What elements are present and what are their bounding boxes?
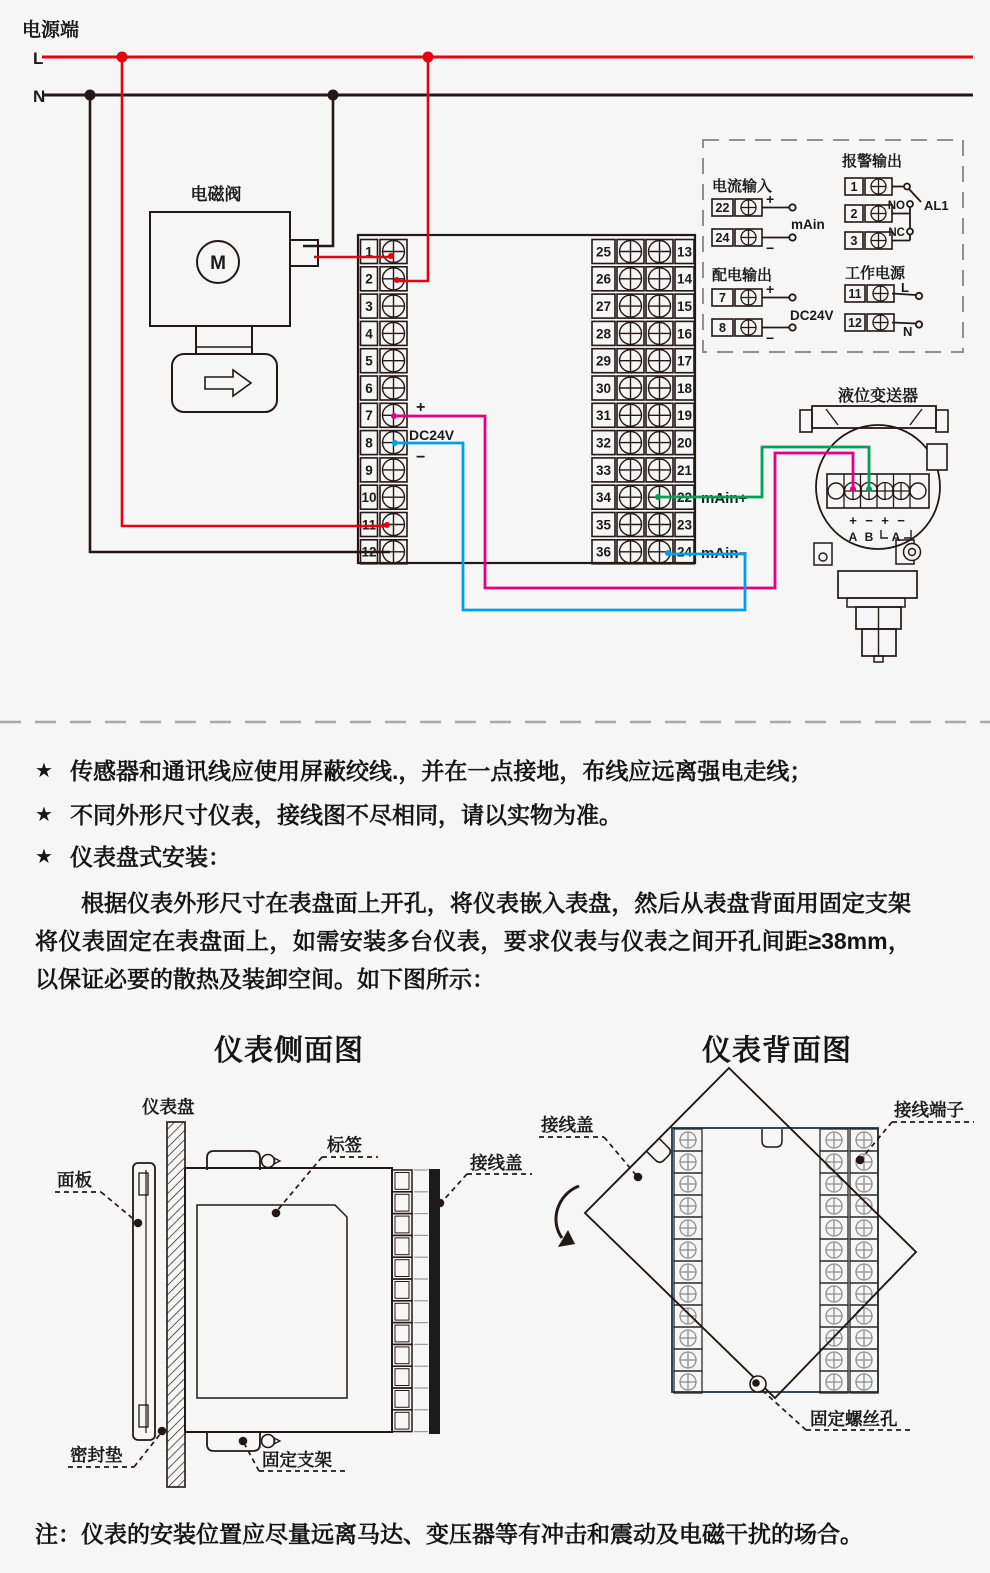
screw-hole-label: 固定螺丝孔	[810, 1409, 898, 1429]
bracket-screw	[262, 1435, 275, 1448]
screw-icon	[649, 241, 671, 263]
terminal-cell	[395, 1412, 409, 1429]
screw-icon	[826, 1198, 842, 1214]
terminal-number: 14	[676, 271, 693, 287]
wire-red-l-t2	[397, 57, 428, 281]
terminal-number: 21	[676, 462, 693, 478]
screw-icon	[856, 1264, 872, 1280]
valve-housing	[172, 354, 277, 412]
leader-lines	[55, 1157, 532, 1471]
terminal-number: 8	[719, 321, 726, 335]
power-bus	[22, 18, 973, 106]
screw-icon	[383, 350, 405, 372]
ci-minus: −	[766, 240, 775, 256]
note-line	[35, 842, 965, 872]
screw-icon	[680, 1176, 696, 1192]
main-terminal-block	[358, 235, 695, 564]
screw-icon	[871, 179, 886, 194]
terminal-number: 12	[848, 316, 862, 330]
n-bus-label: N	[33, 87, 46, 106]
terminal-cell	[395, 1194, 409, 1211]
screw-icon	[826, 1308, 842, 1324]
screw-icon	[620, 459, 642, 481]
screw-icon	[826, 1242, 842, 1258]
screw-icon	[680, 1374, 696, 1390]
tag-label: 标签	[327, 1135, 362, 1155]
dc24v-labels	[409, 399, 748, 562]
wp-n-label: N	[903, 324, 913, 339]
terminal-number: 11	[848, 287, 862, 301]
terminal-number: 15	[676, 298, 693, 314]
screw-icon	[680, 1220, 696, 1236]
po-label: DC24V	[790, 308, 834, 323]
note-line	[35, 756, 965, 786]
terminal-number: 36	[595, 544, 612, 560]
panel-label: 仪表盘	[142, 1097, 195, 1117]
terminal-number: 20	[676, 435, 693, 451]
screw-icon	[620, 514, 642, 536]
note-line	[35, 800, 965, 830]
terminal-number: 19	[676, 408, 693, 424]
terminal-number: 7	[365, 408, 373, 424]
terminal-cell	[395, 1238, 409, 1255]
node-circle	[916, 321, 922, 327]
terminals-label: 接线端子	[894, 1100, 964, 1120]
screw-icon	[680, 1132, 696, 1148]
dc24v-label: DC24V	[409, 427, 455, 443]
screw-icon	[856, 1330, 872, 1346]
terminal-number: 2	[365, 271, 373, 287]
po-plus: +	[766, 281, 775, 297]
terminal-number: 4	[365, 326, 373, 342]
mounting-panel	[167, 1122, 185, 1487]
instrument-body	[185, 1168, 392, 1432]
no-label: NO	[887, 200, 905, 212]
terminal-number: 17	[676, 353, 693, 369]
terminal-number: 3	[365, 298, 373, 314]
screw-icon	[620, 432, 642, 454]
screw-icon	[649, 404, 671, 426]
tx-conduit	[927, 444, 947, 470]
install-paragraph: 根据仪表外形尺寸在表盘面上开孔，将仪表嵌入表盘，然后从表盘背面用固定支架将仪表固定在表盘面上，如需安装多台仪表，要求仪表与仪表之间开孔间距≥38mm，以保证必要的散热及装卸空间。如下图所示：	[35, 890, 911, 992]
screw-icon	[680, 1242, 696, 1258]
node-circle	[789, 204, 795, 210]
screw-icon	[680, 1308, 696, 1324]
screw-icon	[680, 1264, 696, 1280]
screw-icon	[871, 233, 886, 248]
tx-letter: B	[864, 530, 874, 544]
terminal-number: 16	[676, 326, 693, 342]
transmitter-title: 液位变送器	[837, 388, 919, 405]
terminal-number: 8	[365, 435, 373, 451]
top-tab	[762, 1129, 782, 1147]
minus-label: −	[416, 449, 426, 466]
screw-icon	[877, 483, 894, 500]
node-circle	[789, 294, 795, 300]
terminal-cell	[395, 1303, 409, 1320]
terminal-cell	[395, 1369, 409, 1386]
screw-icon	[649, 377, 671, 399]
terminal-number: 29	[595, 353, 612, 369]
wire-black-n-t12	[90, 95, 390, 552]
nc-contact	[907, 229, 913, 235]
ci-plus: +	[766, 191, 775, 207]
option-terminals-box	[703, 140, 963, 352]
no-contact	[907, 201, 913, 207]
main-plus-label: mAin+	[701, 490, 748, 507]
terminal-number: 27	[595, 298, 612, 314]
work-title: 工作电源	[845, 265, 906, 282]
front-panel-label: 面板	[57, 1170, 92, 1190]
screw-icon	[893, 483, 910, 500]
screw-icon	[620, 404, 642, 426]
screw-icon	[741, 200, 756, 215]
wire-black-solenoid	[303, 97, 333, 246]
backview-body	[672, 1128, 878, 1392]
screw-icon	[856, 1132, 872, 1148]
node-circle	[789, 324, 795, 330]
note-text: 仪表盘式安装：	[69, 844, 231, 870]
side-view-diagram	[55, 1097, 532, 1487]
back-view-diagram	[539, 1068, 974, 1430]
note-text: 传感器和通讯线应使用屏蔽绞线.，并在一点接地，布线应远离强电走线；	[69, 758, 813, 784]
terminal-number: 31	[595, 408, 612, 424]
note-text: 不同外形尺寸仪表，接线图不尽相同，请以实物为准。	[69, 802, 622, 828]
main-minus-label: mAin−	[701, 545, 748, 562]
cover-label: 接线盖	[470, 1153, 523, 1173]
screw-icon	[649, 514, 671, 536]
terminal-ladder	[392, 1170, 428, 1432]
screw-icon	[680, 1352, 696, 1368]
node-circle	[789, 234, 795, 240]
screw-icon	[383, 268, 405, 290]
screw-icon	[680, 1286, 696, 1302]
terminal-number: 1	[365, 244, 373, 260]
back-cover-label: 接线盖	[541, 1115, 594, 1135]
bracket-label: 固定支架	[262, 1450, 332, 1470]
rotate-arrow-icon	[556, 1186, 579, 1238]
node-circle	[904, 184, 910, 190]
wp-l-label: L	[901, 280, 909, 295]
terminal-number: 1	[850, 180, 858, 194]
screw-icon	[741, 320, 756, 335]
tx-body	[838, 571, 917, 598]
terminal-number: 32	[595, 435, 612, 451]
tx-sign: +	[849, 513, 857, 528]
dist-title: 配电输出	[712, 267, 773, 284]
screw-icon	[620, 541, 642, 563]
screw-icon	[383, 486, 405, 508]
terminal-number: 22	[715, 201, 730, 215]
screw-icon	[383, 322, 405, 344]
screw-icon	[680, 1198, 696, 1214]
level-transmitter	[800, 386, 948, 662]
solenoid-valve	[150, 184, 318, 412]
screw-icon	[741, 290, 756, 305]
terminal-cell	[395, 1391, 409, 1408]
tx-sign: −	[865, 513, 873, 528]
terminal-cell	[395, 1173, 409, 1190]
terminal-number: 25	[595, 244, 612, 260]
terminal-cell	[395, 1282, 409, 1299]
wires	[90, 57, 872, 610]
tx-letter: A	[891, 530, 901, 544]
terminal-number: 18	[676, 380, 693, 396]
bracket-screw	[262, 1155, 275, 1168]
screw-icon	[620, 377, 642, 399]
terminal-number: 6	[365, 380, 373, 396]
tx-letter: A	[848, 530, 858, 544]
screw-icon	[680, 1154, 696, 1170]
wire-blue-24vminus	[395, 443, 745, 610]
screw-icon	[620, 350, 642, 372]
screw-icon	[383, 377, 405, 399]
screw-icon	[826, 1352, 842, 1368]
label-area	[197, 1205, 347, 1398]
screw-icon	[826, 1176, 842, 1192]
ci-label: mAin	[791, 217, 825, 232]
screw-icon	[856, 1374, 872, 1390]
alarm-title: 报警输出	[842, 153, 903, 170]
screw-icon	[620, 268, 642, 290]
screw-icon	[856, 1176, 872, 1192]
gasket-label: 密封垫	[70, 1445, 123, 1465]
screw-icon	[873, 315, 888, 330]
terminal-number: 11	[361, 517, 377, 533]
terminal-number: 2	[850, 207, 858, 221]
screw-icon	[620, 241, 642, 263]
screw-icon	[649, 295, 671, 317]
terminal-number: 7	[719, 291, 726, 305]
screw-icon	[873, 286, 888, 301]
screw-icon	[649, 322, 671, 344]
terminal-cell	[395, 1216, 409, 1233]
nc-label: NC	[888, 227, 905, 239]
screw-icon	[826, 1374, 842, 1390]
screw-icon	[826, 1220, 842, 1236]
screw-icon	[828, 483, 844, 499]
valve-neck	[196, 326, 252, 354]
screw-icon	[826, 1132, 842, 1148]
motor-label: M	[210, 253, 226, 274]
tx-sign: −	[897, 513, 905, 528]
solenoid-connector	[290, 240, 318, 266]
terminal-number: 13	[676, 244, 693, 260]
current-input-title: 电流输入	[712, 178, 773, 195]
terminal-number: 9	[365, 462, 373, 478]
screw-icon	[620, 295, 642, 317]
star-bullet: ★	[35, 804, 53, 826]
terminal-number: 12	[361, 544, 377, 560]
screw-icon	[649, 432, 671, 454]
screw-icon	[620, 322, 642, 344]
screw-icon	[680, 1330, 696, 1346]
screw-icon	[856, 1220, 872, 1236]
edge-tab	[647, 1139, 672, 1164]
power-dist-section	[712, 266, 834, 346]
terminal-number: 33	[595, 462, 612, 478]
screw-icon	[649, 268, 671, 290]
al1-label: AL1	[924, 198, 949, 213]
wire-red-l-t11	[122, 57, 387, 526]
plus-label: +	[416, 399, 426, 416]
po-minus: −	[766, 330, 775, 346]
terminal-number: 10	[361, 490, 377, 506]
screw-icon	[383, 241, 405, 263]
screw-icon	[649, 459, 671, 481]
screw-icon	[826, 1286, 842, 1302]
front-bezel	[133, 1163, 155, 1440]
terminal-cell	[395, 1260, 409, 1277]
screw-icon	[741, 230, 756, 245]
terminal-number: 3	[850, 234, 858, 248]
l-bus-label: L	[33, 49, 44, 68]
alarm-output-section	[842, 152, 949, 249]
screw-icon	[871, 206, 886, 221]
star-bullet: ★	[35, 846, 53, 868]
screw-icon	[383, 295, 405, 317]
star-bullet: ★	[35, 760, 53, 782]
screw-icon	[649, 350, 671, 372]
terminal-number: 28	[595, 326, 612, 342]
screw-icon	[856, 1352, 872, 1368]
current-input-section	[712, 177, 825, 256]
terminal-cover-bar	[429, 1169, 440, 1434]
terminal-number: 30	[595, 380, 612, 396]
terminal-cell	[395, 1325, 409, 1342]
screw-icon	[856, 1242, 872, 1258]
solenoid-label: 电磁阀	[190, 185, 242, 204]
work-power-section	[845, 264, 922, 339]
side-view-title: 仪表侧面图	[214, 1035, 365, 1067]
screw-icon	[826, 1154, 842, 1170]
terminal-number: 5	[365, 353, 373, 369]
flow-arrow-icon	[205, 370, 251, 396]
tx-sign: +	[881, 513, 889, 528]
terminal-number: 24	[676, 544, 693, 560]
terminal-number: 22	[676, 490, 693, 506]
screw-icon	[383, 459, 405, 481]
terminal-number: 26	[595, 271, 612, 287]
footer-note: 注：仪表的安装位置应尽量远离马达、变压器等有冲击和震动及电磁干扰的场合。	[35, 1521, 863, 1547]
switch-blade	[909, 189, 921, 202]
terminal-number: 34	[595, 490, 612, 506]
terminal-cell	[395, 1347, 409, 1364]
back-view-title: 仪表背面图	[702, 1035, 853, 1067]
power-title: 电源端	[22, 20, 80, 41]
node-circle	[916, 293, 922, 299]
terminal-number: 35	[595, 517, 612, 533]
terminal-number: 24	[715, 231, 730, 245]
screw-icon	[826, 1264, 842, 1280]
screw-icon	[620, 486, 642, 508]
terminal-number: 23	[676, 517, 693, 533]
screw-icon	[910, 483, 926, 499]
